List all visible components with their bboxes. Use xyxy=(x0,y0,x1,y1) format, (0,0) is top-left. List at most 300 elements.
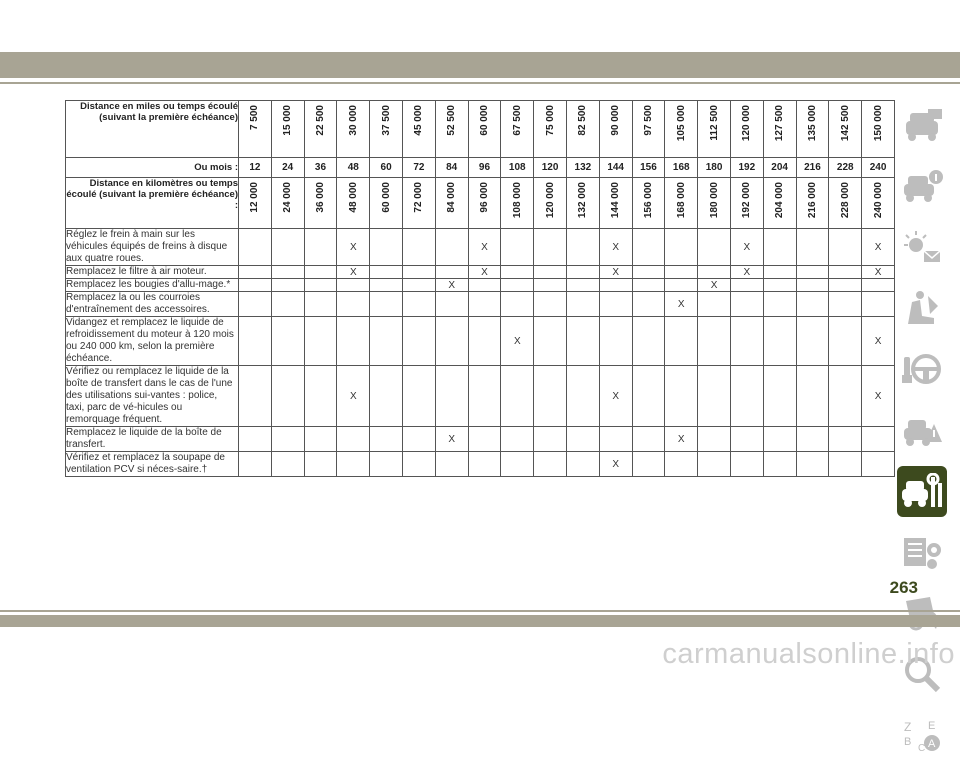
schedule-cell xyxy=(501,279,534,292)
schedule-cell xyxy=(665,292,698,317)
schedule-cell xyxy=(304,266,337,279)
alphabet-index-icon xyxy=(900,717,944,755)
task-label: Vérifiez et remplacez la soupape de ventilation PCV si néces-saire.† xyxy=(66,452,239,477)
airbag-seat-icon xyxy=(900,290,944,328)
schedule-cell xyxy=(271,279,304,292)
km-value: 228 000 xyxy=(839,182,851,219)
schedule-cell xyxy=(829,229,862,266)
schedule-cell xyxy=(271,427,304,452)
miles-value: 120 000 xyxy=(741,105,753,142)
svg-text:C: C xyxy=(918,742,926,754)
schedule-cell xyxy=(632,292,665,317)
schedule-cell xyxy=(468,452,501,477)
km-value: 120 000 xyxy=(544,182,556,219)
schedule-cell xyxy=(796,452,829,477)
schedule-cell xyxy=(698,292,731,317)
schedule-cell xyxy=(337,292,370,317)
schedule-cell xyxy=(698,427,731,452)
months-value: 48 xyxy=(337,158,370,178)
schedule-mark: X xyxy=(349,390,357,402)
schedule-cell xyxy=(271,229,304,266)
task-label: Remplacez le liquide de la boîte de transfert. xyxy=(66,427,239,452)
schedule-cell xyxy=(632,452,665,477)
sidebar-tab-car-hazard[interactable] xyxy=(897,405,947,456)
schedule-cell xyxy=(730,266,763,279)
schedule-cell xyxy=(304,452,337,477)
km-header-cell xyxy=(271,178,304,229)
km-value: 84 000 xyxy=(446,182,458,213)
bottom-band-line xyxy=(0,610,960,612)
km-value: 240 000 xyxy=(872,182,884,219)
months-value: 204 xyxy=(763,158,796,178)
km-header-cell xyxy=(501,178,534,229)
miles-value: 135 000 xyxy=(806,105,818,142)
warning-lights-icon xyxy=(900,229,944,267)
schedule-cell xyxy=(763,266,796,279)
miles-header-cell xyxy=(862,101,895,158)
schedule-cell xyxy=(730,292,763,317)
km-row xyxy=(66,178,895,229)
sidebar-tab-car-wrench[interactable] xyxy=(897,466,947,517)
schedule-cell xyxy=(730,229,763,266)
miles-value: 82 500 xyxy=(577,105,589,136)
schedule-cell xyxy=(501,229,534,266)
schedule-cell xyxy=(468,427,501,452)
schedule-cell xyxy=(402,229,435,266)
km-value: 24 000 xyxy=(282,182,294,213)
schedule-cell xyxy=(730,366,763,427)
schedule-cell xyxy=(632,229,665,266)
schedule-cell xyxy=(468,266,501,279)
schedule-cell xyxy=(501,452,534,477)
schedule-cell xyxy=(829,279,862,292)
schedule-cell xyxy=(862,229,895,266)
schedule-cell xyxy=(370,292,403,317)
miles-header-cell xyxy=(698,101,731,158)
miles-value: 142 500 xyxy=(839,105,851,142)
sidebar-tab-steering-wheel[interactable] xyxy=(897,344,947,395)
schedule-mark: X xyxy=(612,458,619,470)
schedule-cell xyxy=(632,266,665,279)
miles-header-cell xyxy=(435,101,468,158)
schedule-cell xyxy=(796,279,829,292)
schedule-cell xyxy=(239,427,272,452)
schedule-cell xyxy=(271,366,304,427)
schedule-cell xyxy=(665,317,698,366)
miles-header-cell xyxy=(599,101,632,158)
schedule-cell xyxy=(698,266,731,279)
km-header-cell xyxy=(304,178,337,229)
schedule-cell xyxy=(468,317,501,366)
schedule-cell xyxy=(501,266,534,279)
km-value: 204 000 xyxy=(774,182,786,219)
schedule-mark: X xyxy=(677,298,685,310)
schedule-mark: X xyxy=(874,266,882,278)
schedule-cell xyxy=(730,452,763,477)
car-dashboard-icon xyxy=(900,107,944,145)
bottom-band-bar xyxy=(0,615,960,627)
km-value: 180 000 xyxy=(708,182,720,219)
months-value: 168 xyxy=(665,158,698,178)
km-header-cell xyxy=(534,178,567,229)
task-row xyxy=(66,266,895,279)
schedule-cell xyxy=(435,292,468,317)
km-header-cell xyxy=(435,178,468,229)
months-value: 60 xyxy=(370,158,403,178)
sidebar-tab-alphabet-index[interactable] xyxy=(897,710,947,761)
page-number: 263 xyxy=(889,578,918,597)
schedule-cell xyxy=(239,366,272,427)
car-hazard-icon xyxy=(900,412,944,450)
miles-value: 127 500 xyxy=(774,105,786,142)
schedule-cell xyxy=(763,427,796,452)
sidebar-tab-car-info[interactable] xyxy=(897,161,947,212)
schedule-cell xyxy=(763,366,796,427)
schedule-cell xyxy=(370,366,403,427)
miles-value: 37 500 xyxy=(380,105,392,136)
schedule-mark: X xyxy=(874,390,882,402)
miles-label: Distance en miles ou temps écoulé (suivant la première échéance) xyxy=(66,101,239,158)
schedule-mark: X xyxy=(448,279,456,291)
schedule-cell xyxy=(566,266,599,279)
schedule-cell xyxy=(370,452,403,477)
months-value: 72 xyxy=(402,158,435,178)
schedule-cell xyxy=(337,452,370,477)
sidebar-tab-car-dashboard[interactable] xyxy=(897,100,947,151)
schedule-cell xyxy=(665,266,698,279)
schedule-cell xyxy=(862,366,895,427)
svg-text:Z: Z xyxy=(904,719,912,734)
miles-value: 67 500 xyxy=(511,105,523,136)
schedule-cell xyxy=(534,317,567,366)
schedule-cell xyxy=(566,292,599,317)
schedule-cell xyxy=(534,292,567,317)
km-value: 96 000 xyxy=(478,182,490,213)
schedule-cell xyxy=(698,452,731,477)
schedule-cell xyxy=(435,366,468,427)
schedule-cell xyxy=(304,427,337,452)
schedule-cell xyxy=(730,279,763,292)
miles-value: 112 500 xyxy=(708,105,720,141)
months-value: 24 xyxy=(271,158,304,178)
schedule-cell xyxy=(599,317,632,366)
svg-text:B: B xyxy=(904,735,912,748)
km-header-cell xyxy=(796,178,829,229)
km-header-cell xyxy=(763,178,796,229)
schedule-cell xyxy=(665,366,698,427)
km-header-cell xyxy=(698,178,731,229)
miles-value: 7 500 xyxy=(249,105,261,131)
km-header-cell xyxy=(468,178,501,229)
km-header-cell xyxy=(730,178,763,229)
months-label: Ou mois : xyxy=(66,158,239,178)
km-value: 144 000 xyxy=(610,182,622,219)
schedule-cell xyxy=(271,317,304,366)
schedule-cell xyxy=(402,266,435,279)
schedule-cell xyxy=(599,427,632,452)
km-value: 60 000 xyxy=(380,182,392,213)
months-value: 228 xyxy=(829,158,862,178)
months-value: 108 xyxy=(501,158,534,178)
miles-value: 45 000 xyxy=(413,105,425,136)
schedule-mark: X xyxy=(710,279,718,291)
miles-value: 60 000 xyxy=(478,105,490,136)
schedule-cell xyxy=(271,452,304,477)
schedule-cell xyxy=(402,317,435,366)
schedule-cell xyxy=(829,292,862,317)
schedule-cell xyxy=(304,279,337,292)
schedule-cell xyxy=(239,266,272,279)
schedule-cell xyxy=(796,317,829,366)
km-header-cell xyxy=(370,178,403,229)
schedule-cell xyxy=(435,266,468,279)
km-value: 192 000 xyxy=(741,182,753,219)
schedule-cell xyxy=(468,292,501,317)
schedule-cell xyxy=(763,317,796,366)
km-value: 156 000 xyxy=(642,182,654,219)
schedule-cell xyxy=(796,366,829,427)
schedule-mark: X xyxy=(481,266,488,278)
km-value: 216 000 xyxy=(806,182,818,219)
top-band xyxy=(0,0,960,52)
specs-gear-icon xyxy=(900,534,944,572)
schedule-cell xyxy=(337,427,370,452)
schedule-cell xyxy=(566,427,599,452)
miles-header-cell xyxy=(370,101,403,158)
miles-header-cell xyxy=(501,101,534,158)
km-value: 12 000 xyxy=(249,182,261,213)
schedule-cell xyxy=(829,427,862,452)
schedule-cell xyxy=(862,427,895,452)
schedule-cell xyxy=(763,292,796,317)
schedule-cell xyxy=(402,366,435,427)
miles-value: 97 500 xyxy=(642,105,654,136)
miles-value: 105 000 xyxy=(675,105,687,142)
schedule-cell xyxy=(730,427,763,452)
schedule-cell xyxy=(665,452,698,477)
schedule-mark: X xyxy=(743,266,751,278)
schedule-cell xyxy=(829,366,862,427)
miles-header-cell xyxy=(271,101,304,158)
miles-header-cell xyxy=(239,101,272,158)
sidebar-tab-warning-lights[interactable] xyxy=(897,222,947,273)
schedule-cell xyxy=(435,279,468,292)
schedule-mark: X xyxy=(481,241,488,253)
schedule-cell xyxy=(304,229,337,266)
km-header-cell xyxy=(402,178,435,229)
km-header-cell xyxy=(337,178,370,229)
schedule-cell xyxy=(862,279,895,292)
sidebar-tab-airbag-seat[interactable] xyxy=(897,283,947,334)
schedule-cell xyxy=(665,229,698,266)
schedule-cell xyxy=(337,366,370,427)
schedule-cell xyxy=(468,279,501,292)
miles-header-cell xyxy=(337,101,370,158)
task-label: Remplacez les bougies d'allu-mage.* xyxy=(66,279,239,292)
schedule-cell xyxy=(862,317,895,366)
km-header-cell xyxy=(829,178,862,229)
schedule-cell xyxy=(501,366,534,427)
miles-value: 15 000 xyxy=(282,105,294,136)
km-header-cell xyxy=(239,178,272,229)
miles-value: 22 500 xyxy=(314,105,326,136)
schedule-cell xyxy=(763,229,796,266)
months-row xyxy=(66,158,895,178)
maintenance-table xyxy=(65,100,895,477)
task-row xyxy=(66,292,895,317)
schedule-cell xyxy=(337,317,370,366)
schedule-cell xyxy=(599,366,632,427)
schedule-cell xyxy=(402,292,435,317)
steering-wheel-icon xyxy=(900,351,944,389)
months-value: 144 xyxy=(599,158,632,178)
schedule-cell xyxy=(402,427,435,452)
schedule-cell xyxy=(599,292,632,317)
miles-value: 75 000 xyxy=(544,105,556,136)
schedule-cell xyxy=(862,266,895,279)
car-wrench-icon xyxy=(900,473,944,511)
schedule-cell xyxy=(402,452,435,477)
miles-header-cell xyxy=(665,101,698,158)
schedule-cell xyxy=(599,229,632,266)
schedule-cell xyxy=(566,317,599,366)
schedule-cell xyxy=(665,427,698,452)
schedule-cell xyxy=(435,229,468,266)
schedule-cell xyxy=(337,266,370,279)
schedule-cell xyxy=(370,279,403,292)
months-value: 180 xyxy=(698,158,731,178)
miles-header-cell xyxy=(632,101,665,158)
km-value: 168 000 xyxy=(675,182,687,219)
schedule-cell xyxy=(435,452,468,477)
schedule-cell xyxy=(632,317,665,366)
schedule-cell xyxy=(370,317,403,366)
miles-header-cell xyxy=(402,101,435,158)
months-value: 132 xyxy=(566,158,599,178)
schedule-cell xyxy=(534,266,567,279)
months-value: 156 xyxy=(632,158,665,178)
car-info-icon xyxy=(900,168,944,206)
km-value: 36 000 xyxy=(314,182,326,213)
km-header-cell xyxy=(665,178,698,229)
task-row xyxy=(66,317,895,366)
schedule-cell xyxy=(566,279,599,292)
task-label: Vidangez et remplacez le liquide de refroidissement du moteur à 120 mois ou 240 000 km, selon la première échéance. xyxy=(66,317,239,366)
schedule-cell xyxy=(599,279,632,292)
miles-value: 52 500 xyxy=(446,105,458,136)
schedule-cell xyxy=(370,427,403,452)
schedule-cell xyxy=(698,279,731,292)
months-value: 84 xyxy=(435,158,468,178)
schedule-cell xyxy=(304,366,337,427)
miles-header-cell xyxy=(796,101,829,158)
miles-header-cell xyxy=(468,101,501,158)
km-value: 108 000 xyxy=(511,182,523,219)
schedule-cell xyxy=(239,229,272,266)
miles-header-cell xyxy=(763,101,796,158)
schedule-mark: X xyxy=(874,335,882,347)
watermark: carmanualsonline.info xyxy=(662,638,955,670)
km-header-cell xyxy=(599,178,632,229)
schedule-cell xyxy=(566,452,599,477)
task-row xyxy=(66,279,895,292)
schedule-mark: X xyxy=(874,241,882,253)
top-band-bar xyxy=(0,52,960,78)
schedule-cell xyxy=(796,427,829,452)
schedule-cell xyxy=(534,229,567,266)
schedule-mark: X xyxy=(677,433,685,445)
miles-value: 90 000 xyxy=(610,105,622,136)
svg-text:A: A xyxy=(928,737,936,750)
task-label: Remplacez le filtre à air moteur. xyxy=(66,266,239,279)
schedule-cell xyxy=(435,427,468,452)
task-row xyxy=(66,366,895,427)
schedule-cell xyxy=(239,279,272,292)
months-value: 216 xyxy=(796,158,829,178)
miles-header-cell xyxy=(534,101,567,158)
miles-header-cell xyxy=(829,101,862,158)
schedule-cell xyxy=(534,279,567,292)
schedule-cell xyxy=(829,266,862,279)
schedule-cell xyxy=(534,366,567,427)
sidebar-tab-specs-gear[interactable] xyxy=(897,527,947,578)
schedule-cell xyxy=(501,292,534,317)
months-value: 96 xyxy=(468,158,501,178)
schedule-cell xyxy=(566,229,599,266)
schedule-cell xyxy=(796,292,829,317)
top-band-line xyxy=(0,82,960,84)
km-value: 48 000 xyxy=(347,182,359,213)
schedule-cell xyxy=(239,317,272,366)
months-value: 36 xyxy=(304,158,337,178)
schedule-cell xyxy=(698,229,731,266)
task-row xyxy=(66,229,895,266)
schedule-cell xyxy=(501,317,534,366)
km-header-cell xyxy=(566,178,599,229)
schedule-cell xyxy=(337,279,370,292)
schedule-cell xyxy=(862,292,895,317)
schedule-cell xyxy=(698,317,731,366)
schedule-cell xyxy=(829,452,862,477)
schedule-mark: X xyxy=(612,241,619,253)
months-value: 12 xyxy=(239,158,272,178)
schedule-cell xyxy=(796,266,829,279)
schedule-cell xyxy=(763,279,796,292)
schedule-mark: X xyxy=(513,335,521,347)
miles-header-cell xyxy=(304,101,337,158)
months-value: 120 xyxy=(534,158,567,178)
task-label: Remplacez la ou les courroies d'entraînement des accessoires. xyxy=(66,292,239,317)
schedule-mark: X xyxy=(349,266,357,278)
schedule-cell xyxy=(599,452,632,477)
schedule-cell xyxy=(337,229,370,266)
months-value: 192 xyxy=(730,158,763,178)
schedule-cell xyxy=(271,266,304,279)
schedule-cell xyxy=(862,452,895,477)
schedule-cell xyxy=(599,266,632,279)
schedule-cell xyxy=(730,317,763,366)
schedule-cell xyxy=(468,366,501,427)
schedule-cell xyxy=(370,229,403,266)
km-header-cell xyxy=(862,178,895,229)
km-header-cell xyxy=(632,178,665,229)
schedule-cell xyxy=(304,317,337,366)
schedule-cell xyxy=(566,366,599,427)
schedule-cell xyxy=(435,317,468,366)
km-label: Distance en kilomètres ou temps écoulé (suivant la première échéance) : xyxy=(66,178,239,229)
schedule-cell xyxy=(370,266,403,279)
schedule-cell xyxy=(763,452,796,477)
